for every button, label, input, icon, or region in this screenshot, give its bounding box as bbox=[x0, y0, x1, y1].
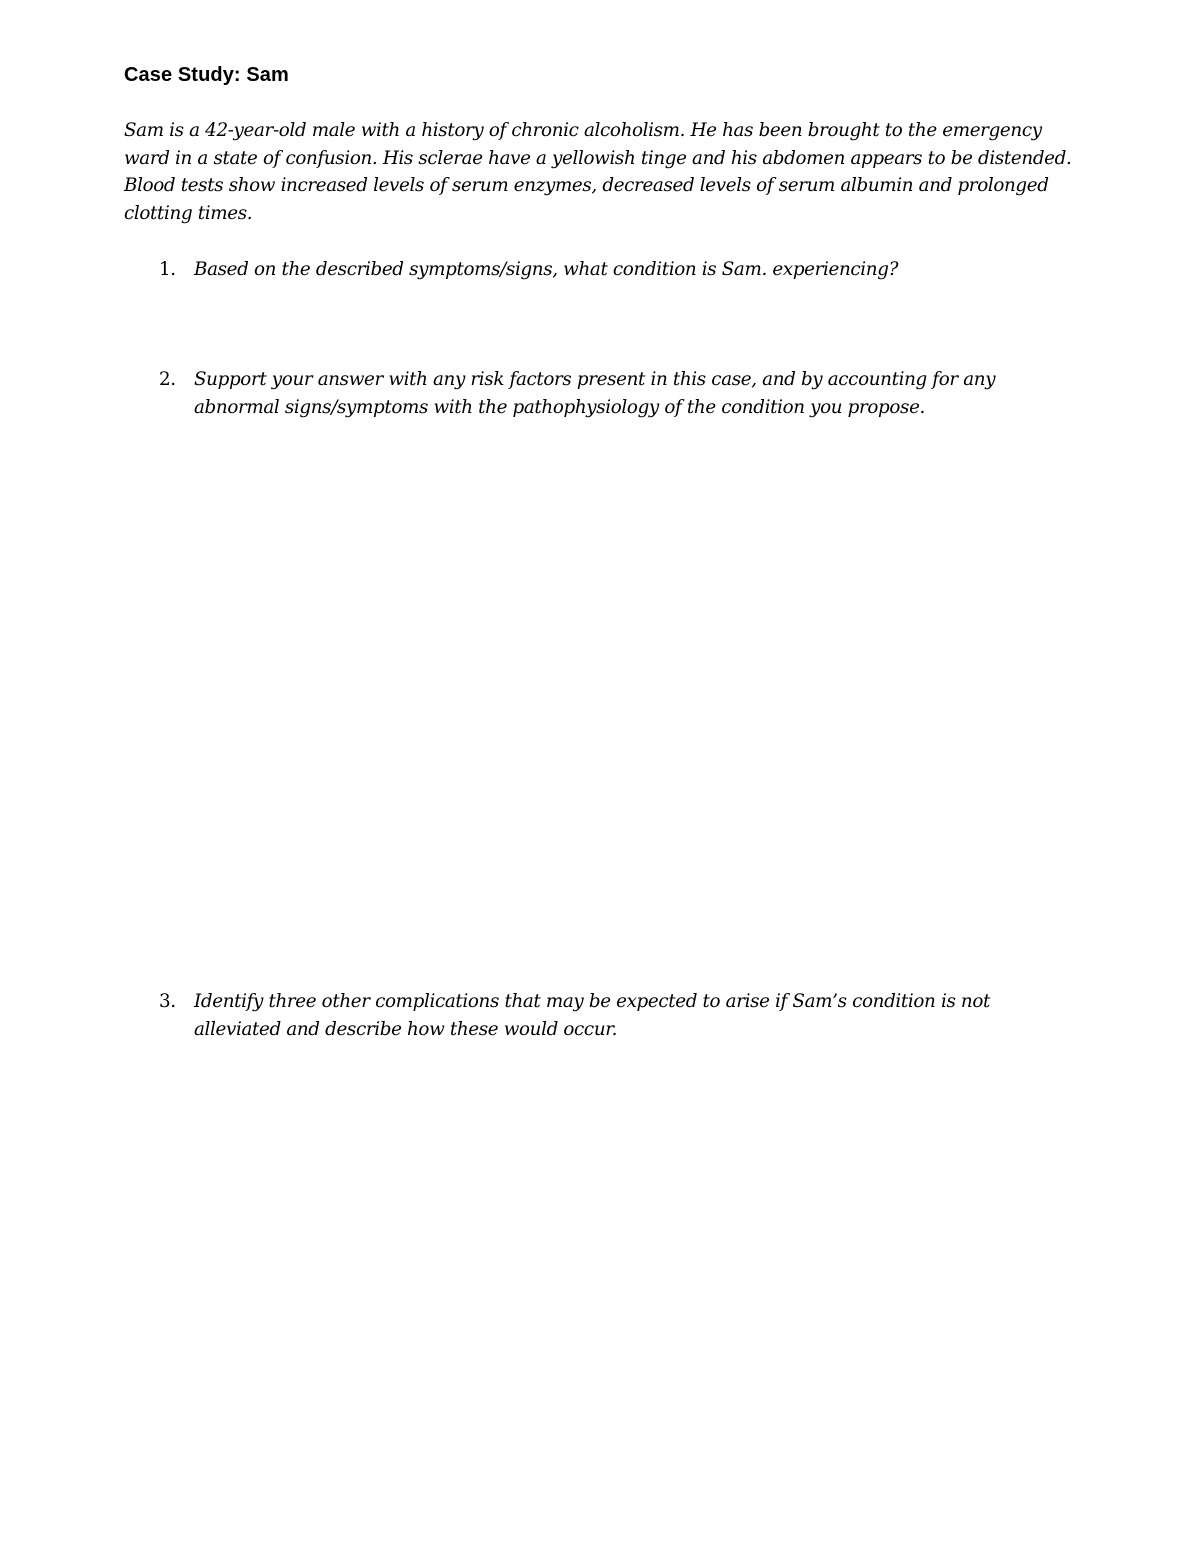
question-text: Identify three other complications that may be expected to arise if Sam’s condition is not alleviated and describe how these would occur. bbox=[194, 991, 991, 1040]
case-study-title: Case Study: Sam bbox=[124, 64, 289, 86]
question-1 bbox=[124, 256, 1074, 284]
case-description: Sam is a 42-year-old male with a history of chronic alcoholism. He has been brought to the emergency ward in a state of confusion. His sclerae have a yellowish tinge and his abdomen appears to be distended. Blood tests show increased levels of serum enzymes, decreased levels of serum albumin and prolonged clotting times. bbox=[124, 120, 1072, 224]
question-number: 3. bbox=[159, 991, 176, 1012]
question-3 bbox=[124, 988, 1074, 1043]
question-2 bbox=[124, 366, 1074, 421]
question-text: Based on the described symptoms/signs, what condition is Sam. experiencing? bbox=[194, 259, 899, 280]
question-text: Support your answer with any risk factors present in this case, and by accounting for any abnormal signs/symptoms with the pathophysiology of the condition you propose. bbox=[194, 369, 996, 418]
question-number: 1. bbox=[159, 259, 176, 280]
question-number: 2. bbox=[159, 369, 176, 390]
